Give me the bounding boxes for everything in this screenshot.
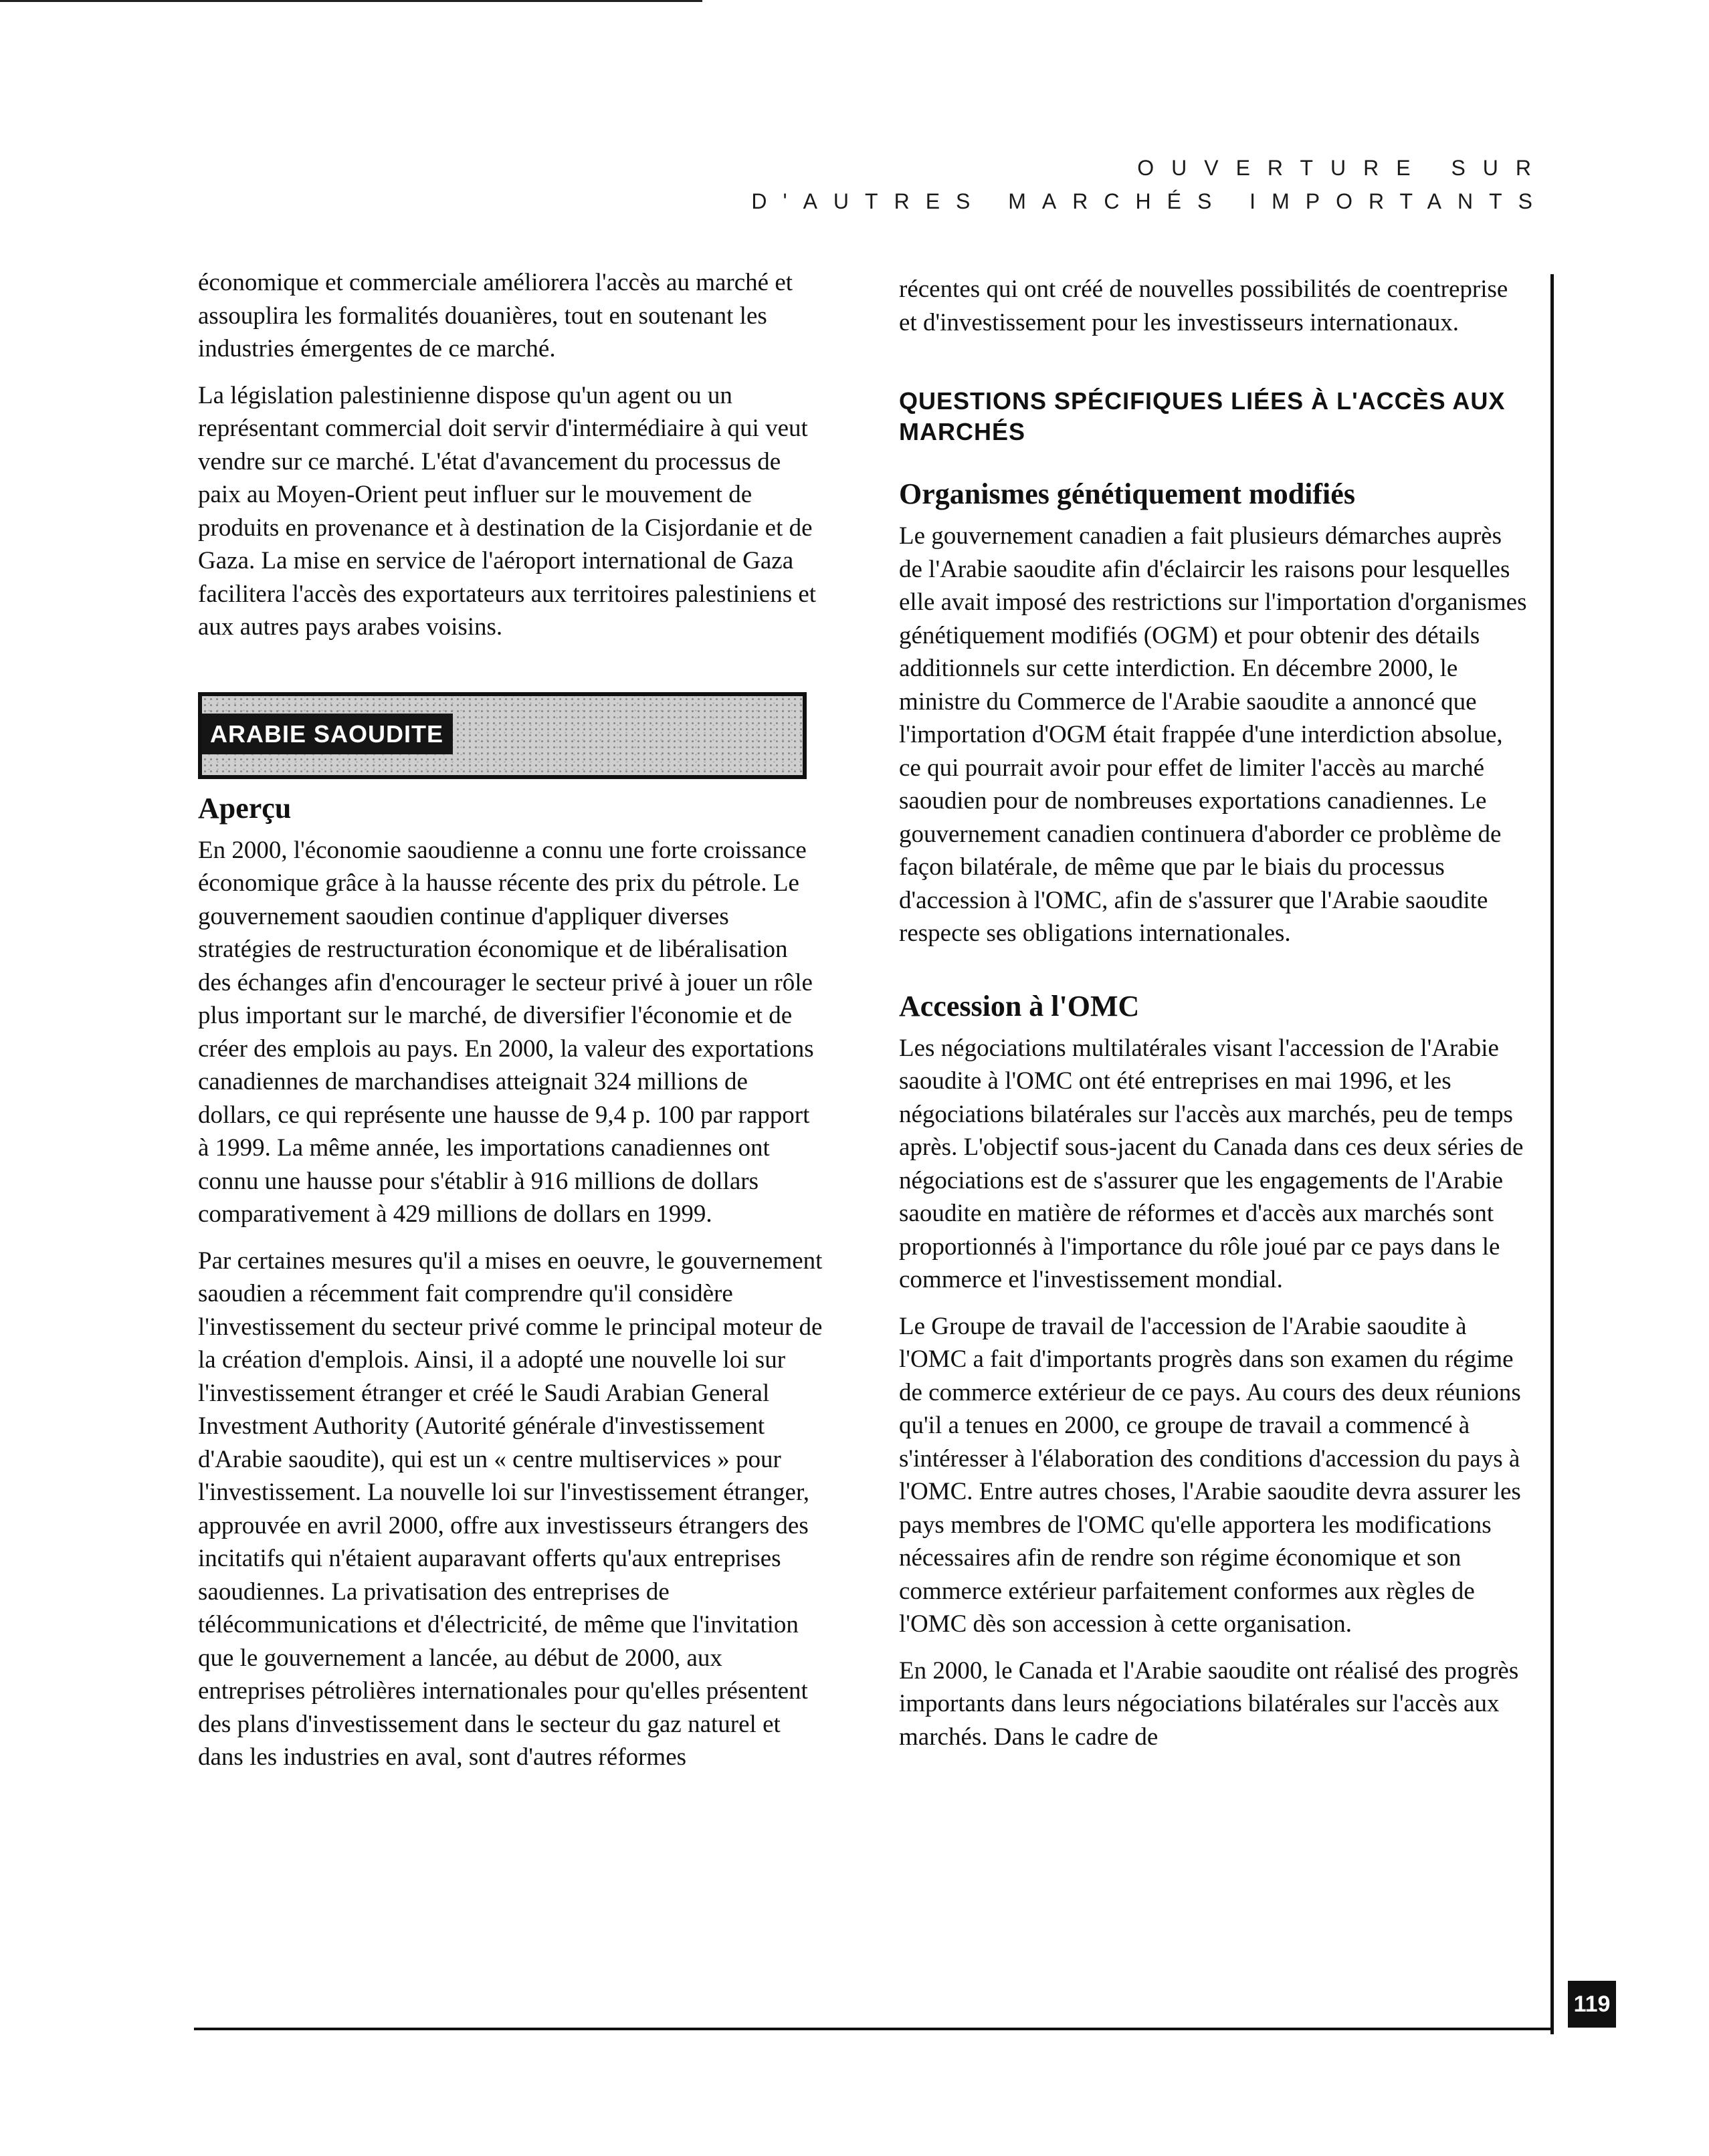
- right-paragraph-1: récentes qui ont créé de nouvelles possibilités de coentreprise et d'investissement pour les investisseurs internationaux.: [899, 276, 1508, 336]
- left-paragraph-1: économique et commerciale améliorera l'accès au marché et assouplira les formalités douanières, tout en soutenant les industries émergentes de ce marché.: [198, 269, 793, 362]
- bottom-rule: [194, 2028, 1552, 2030]
- page-number: 119: [1568, 1981, 1616, 2028]
- subheading-wto-accession: Accession à l'OMC: [899, 989, 1140, 1022]
- left-paragraph-4: Par certaines mesures qu'il a mises en oeuvre, le gouvernement saoudien a récemment fait comprendre qu'il considère l'investissement du secteur privé comme le principal moteur de la création d'emplois. Ainsi, il a adopté une nouvelle loi sur l'investissement étranger et créé le Saudi Arabian General Investment Authority (Autorité générale d'investissement d'Arabie saoudite), qui est un « centre multiservices » pour l'investissement. La nouvelle loi sur l'investissement étranger, approuvée en avril 2000, offre aux investisseurs étrangers des incitatifs qui n'étaient auparavant offerts qu'aux entreprises saoudiennes. La privatisation des entreprises de télécommunications et d'électricité, de même que l'invitation que le gouvernement a lancée, au début de 2000, aux entreprises pétrolières internationales pour qu'elles présentent des plans d'investissement dans le secteur du gaz naturel et dans les industries en aval, sont d'autres réformes: [198, 1247, 823, 1771]
- section-heading-market-access: QUESTIONS SPÉCIFIQUES LIÉES À L'ACCÈS AUX MARCHÉS: [899, 387, 1506, 445]
- running-head-line-1: OUVERTURE SUR: [1137, 156, 1548, 180]
- right-paragraph-3: Les négociations multilatérales visant l'accession de l'Arabie saoudite à l'OMC ont été entreprises en mai 1996, et les négociations bilatérales sur l'accès aux marchés, peu de temps après. L'objectif sous-jacent du Canada dans ces deux séries de négociations est de s'assurer que les engagements de l'Arabie saoudite en matière de réformes et d'accès aux marchés sont proportionnés à l'importance du rôle joué par ce pays dans le commerce et l'investissement mondial.: [899, 1034, 1524, 1293]
- subheading-gmo: Organismes génétiquement modifiés: [899, 477, 1355, 510]
- right-column-rule: [1550, 274, 1554, 2034]
- right-paragraph-5: En 2000, le Canada et l'Arabie saoudite ont réalisé des progrès importants dans leurs négociations bilatérales sur l'accès aux marchés. Dans le cadre de: [899, 1656, 1519, 1751]
- running-head-line-2: D'AUTRES MARCHÉS IMPORTANTS: [751, 189, 1548, 213]
- left-paragraph-3: En 2000, l'économie saoudienne a connu une forte croissance économique grâce à la hausse récente des prix du pétrole. Le gouvernement saoudien continue d'appliquer diverses stratégies de restructuration économique et de libéralisation des échanges afin d'encourager le secteur privé à jouer un rôle plus important sur le marché, de diversifier l'économie et de créer des emplois au pays. En 2000, la valeur des exportations canadiennes de marchandises atteignait 324 millions de dollars, ce qui représente une hausse de 9,4 p. 100 par rapport à 1999. La même année, les importations canadiennes ont connu une hausse pour s'établir à 916 millions de dollars comparativement à 429 millions de dollars en 1999.: [198, 836, 814, 1228]
- section-banner: [198, 692, 807, 779]
- subheading-apercu: Aperçu: [198, 791, 292, 825]
- section-banner-label: ARABIE SAOUDITE: [202, 714, 453, 755]
- left-paragraph-2: La législation palestinienne dispose qu'un agent ou un représentant commercial doit servir d'intermédiaire à qui veut vendre sur ce marché. L'état d'avancement du processus de paix au Moyen-Orient peut influer sur le mouvement de produits en provenance et à destination de la Cisjordanie et de Gaza. La mise en service de l'aéroport international de Gaza facilitera l'accès des exportateurs aux territoires palestiniens et aux autres pays arabes voisins.: [198, 381, 817, 641]
- right-column: [899, 273, 1528, 1767]
- running-head: [751, 151, 1548, 218]
- left-column: [198, 266, 827, 1788]
- top-rule: [0, 0, 702, 2]
- right-paragraph-4: Le Groupe de travail de l'accession de l'Arabie saoudite à l'OMC a fait d'importants progrès dans son examen du régime de commerce extérieur de ce pays. Au cours des deux réunions qu'il a tenues en 2000, ce groupe de travail a commencé à s'intéresser à l'élaboration des conditions d'accession du pays à l'OMC. Entre autres choses, l'Arabie saoudite devra assurer les pays membres de l'OMC qu'elle apportera les modifications nécessaires afin de rendre son régime économique et son commerce extérieur parfaitement conformes aux règles de l'OMC dès son accession à cette organisation.: [899, 1312, 1521, 1638]
- right-paragraph-2: Le gouvernement canadien a fait plusieurs démarches auprès de l'Arabie saoudite afin d'éclaircir les raisons pour lesquelles elle avait imposé des restrictions sur l'importation d'organismes génétiquement modifiés (OGM) et pour obtenir des détails additionnels sur cette interdiction. En décembre 2000, le ministre du Commerce de l'Arabie saoudite a annoncé que l'importation d'OGM était frappée d'une interdiction absolue, ce qui pourrait avoir pour effet de limiter l'accès au marché saoudien pour de nombreuses exportations canadiennes. Le gouvernement canadien continuera d'aborder ce problème de façon bilatérale, de même que par le biais du processus d'accession à l'OMC, afin de s'assurer que l'Arabie saoudite respecte ses obligations internationales.: [899, 522, 1527, 947]
